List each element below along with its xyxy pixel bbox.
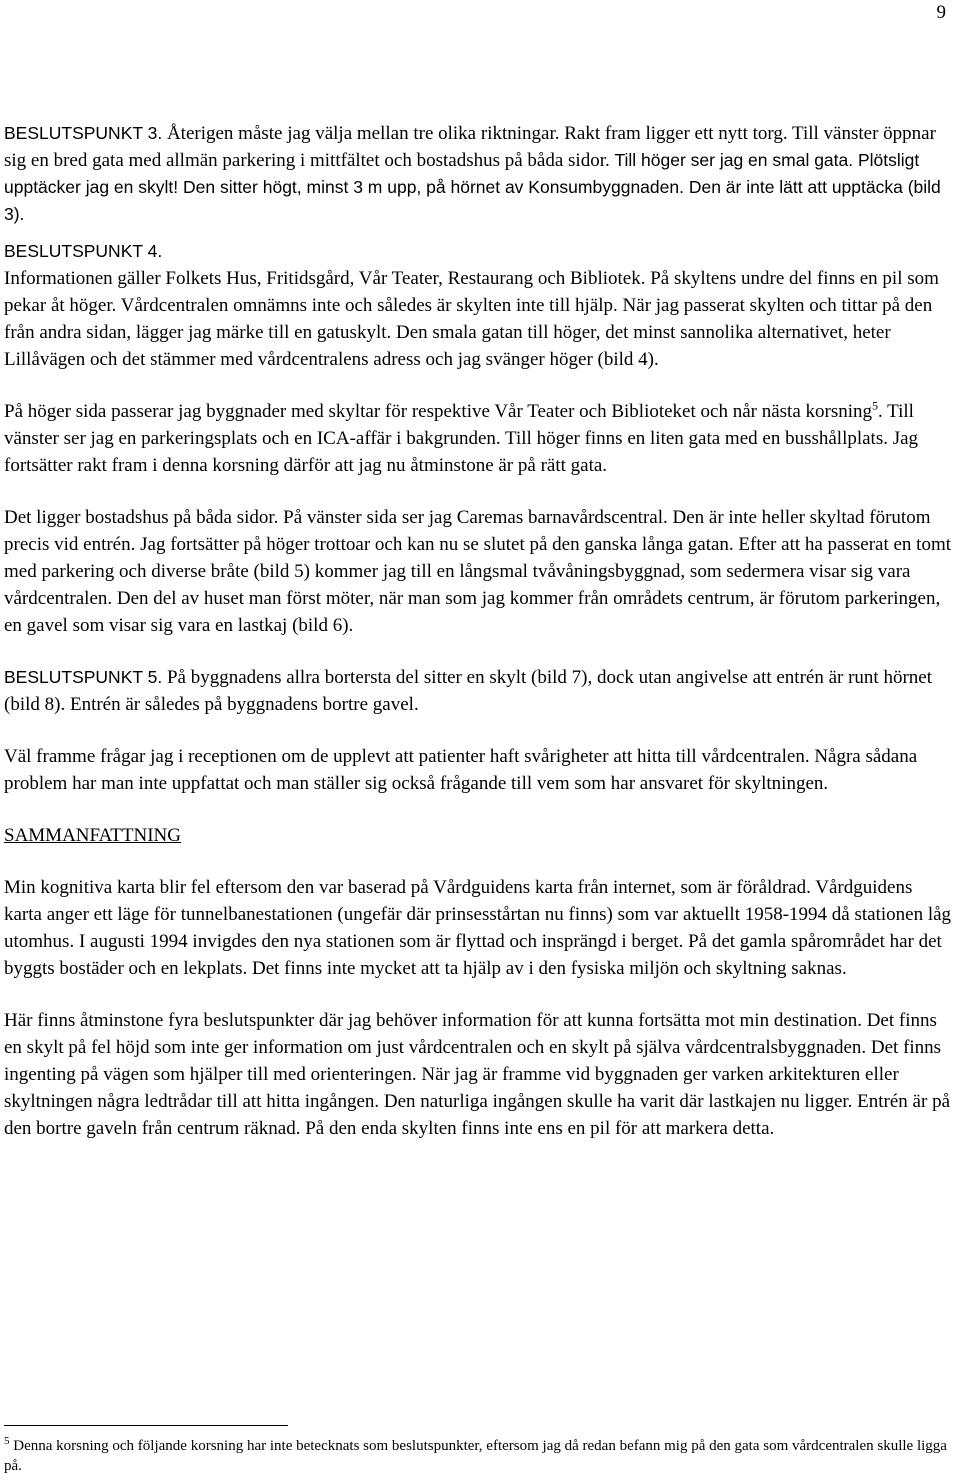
paragraph-beslutspunkt-4 (4, 238, 952, 373)
paragraph-cognitive-map: Min kognitiva karta blir fel eftersom den var baserad på Vårdguidens karta från internet, som är föråldrad. Vårdguidens karta anger ett läge för tunnelbanestationen (ungefär där prinsesstårtan nu finns) som var aktuellt 1958-1994 då stationen låg utomhus. I augusti 1994 invigdes den nya stationen som är flyttad och insprängd i berget. På det gamla spårområdet har det byggts bostäder och en lekplats. Det finns inte mycket att ta hjälp av i den fysiska miljön och skyltning saknas. (4, 877, 952, 979)
footnote (4, 1436, 952, 1476)
document-body (4, 120, 952, 1142)
decision-point-label: BESLUTSPUNKT 3. (4, 123, 163, 143)
paragraph-text: På byggnadens allra bortersta del sitter en skylt (bild 7), dock utan angivelse att entrén är runt hörnet (bild 8). Entrén är således på byggnadens bortre gavel. (4, 667, 932, 715)
paragraph-text: Återigen måste jag välja mellan tre olika riktningar. Rakt fram ligger ett nytt torg. Till vänster öppnar sig en bred gata med allmän parkering i mittfältet och bostadshus på båda sidor. (4, 123, 936, 171)
paragraph-text: . Till vänster ser jag en parkeringsplats och en ICA-affär i bakgrunden. Till höger finns en liten gata med en busshållplats. Jag fortsätter rakt fram i denna korsning därför att jag nu åtminstone är på rätt gata. (4, 401, 919, 476)
paragraph-reception: Väl framme frågar jag i receptionen om de upplevt att patienter haft svårigheter att hitta till vårdcentralen. Några sådana problem har man inte uppfattat och man ställer sig också frågande till vem som har ansvaret för skyltningen. (4, 746, 918, 794)
footnote-text: Denna korsning och följande korsning har inte betecknats som beslutspunkter, eftersom jag då redan befann mig på den gata som vårdcentralen skulle ligga på. (4, 1438, 947, 1474)
paragraph-housing: Det ligger bostadshus på båda sidor. På vänster sida ser jag Caremas barnavårdscentral. Den är inte heller skyltad förutom precis vid entrén. Jag fortsätter på höger trottoar och kan nu se slutet på den ganska långa gatan. Efter att ha passerat en tomt med parkering och diverse bråte (bild 5) kommer jag till en långsmal tvåvåningsbyggnad, som sedermera visar sig vara vårdcentralen. Den del av huset man först möter, när man som jag kommer från områdets centrum, är förutom parkeringen, en gavel som visar sig vara en lastkaj (bild 6). (4, 507, 952, 636)
page-number: 9 (936, 2, 946, 23)
footnote-reference: 5 (872, 398, 878, 413)
paragraph-text: På höger sida passerar jag byggnader med skyltar för respektive Vår Teater och Biblioteket och når nästa korsning (4, 401, 872, 422)
paragraph-beslutspunkt-5 (4, 664, 952, 718)
paragraph-text: Informationen gäller Folkets Hus, Fritidsgård, Vår Teater, Restaurang och Bibliotek. På skyltens undre del finns en pil som pekar åt höger. Vårdcentralen omnämns inte och således är skylten inte till hjälp. När jag passerat skylten och tittar på den från andra sidan, lägger jag märke till en gatuskylt. Den smala gatan till höger, det minst sannolika alternativet, heter Lillåvägen och det stämmer med vårdcentralens adress och jag svänger höger (bild 4). (4, 268, 939, 370)
paragraph-beslutspunkt-3 (4, 120, 952, 228)
decision-point-label: BESLUTSPUNKT 4. (4, 241, 163, 261)
section-heading-sammanfattning: SAMMANFATTNING (4, 825, 181, 846)
paragraph-next-crossing (4, 398, 952, 479)
decision-point-label: BESLUTSPUNKT 5. (4, 667, 163, 687)
footnote-number: 5 (4, 1435, 10, 1447)
paragraph-text-sans: Till höger ser jag en smal gata. Plötsligt upptäcker jag en skylt! Den sitter högt, minst 3 m upp, på hörnet av Konsumbyggnaden. Den är inte lätt att upptäcka (bild 3). (4, 150, 941, 224)
footnote-divider (4, 1425, 288, 1426)
paragraph-decision-points-summary: Här finns åtminstone fyra beslutspunkter där jag behöver information för att kunna fortsätta mot min destination. Det finns en skylt på fel höjd som inte ger information om just vårdcentralen och en skylt på själva vårdcentralsbyggnaden. Det finns ingenting på vägen som hjälper till med orienteringen. När jag är framme vid byggnaden ger varken arkitekturen eller skyltningen några ledtrådar till att hitta ingången. Den naturliga ingången skulle ha varit där lastkajen nu ligger. Entrén är på den bortre gaveln från centrum räknad. På den enda skylten finns inte ens en pil för att markera detta. (4, 1010, 951, 1139)
